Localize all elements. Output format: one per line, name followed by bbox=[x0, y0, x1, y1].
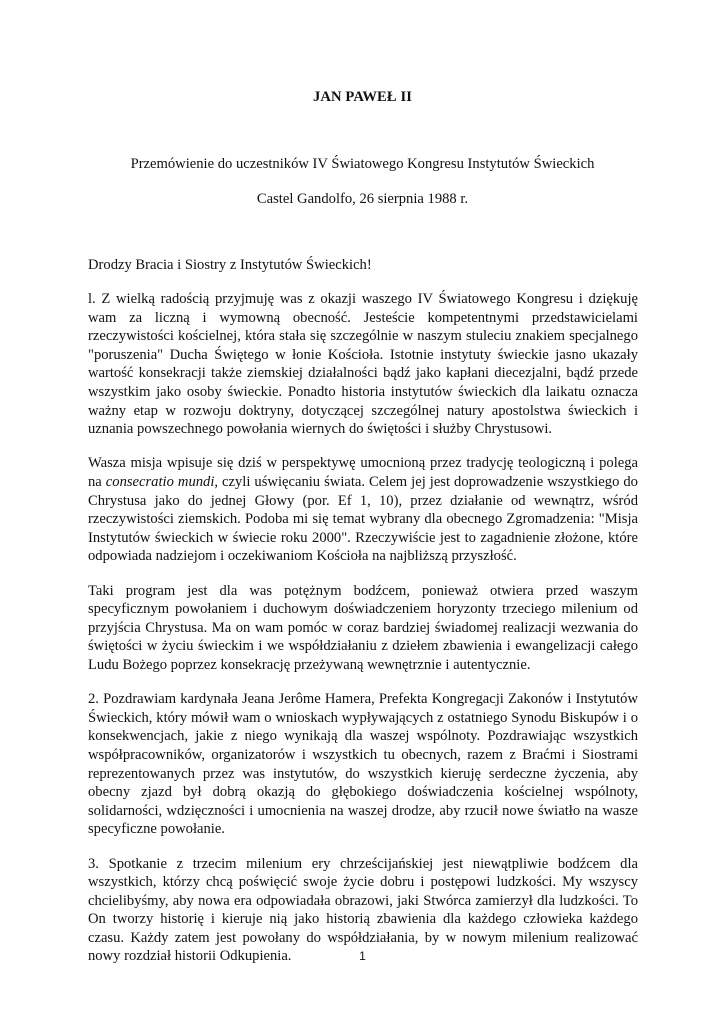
paragraph-5: 3. Spotkanie z trzecim milenium ery chrześcijańskiej jest niewątpliwie bodźcem dla wszystkich, którzy chcą poświęcić swoje życie dobru i postępowi ludzkości. My wszyscy chcielibyśmy, aby nowa era odpowiadała obrazowi, jaki Stwórca zamierzył dla ludzkości. To On tworzy historię i kieruje nią jako historią zbawienia dla każdego człowieka każdego czasu. Każdy zatem jest powołany do współdziałania, by w nowym milenium realizować nowy rozdział historii Odkupienia. bbox=[88, 855, 638, 965]
document-title: JAN PAWEŁ II bbox=[312, 89, 413, 105]
paragraph-3: Taki program jest dla was potężnym bodźcem, ponieważ otwiera przed waszym specyficznym powołaniem i duchowym doświadczeniem horyzonty trzeciego milenium od przyjścia Chrystusa. Ma on wam pomóc w coraz bardziej świadomej realizacji wezwania do świętości w życiu świeckim i we współdziałaniu z dziełem zbawienia i ewangelizacji całego Ludu Bożego poprzez konsekrację przeżywaną wewnętrznie i autentycznie. bbox=[88, 582, 638, 673]
paragraph-2-before: Wasza misja wpisuje się dziś w perspektywę umocnioną przez tradycję teologiczną i polega na bbox=[88, 455, 638, 491]
paragraph-2-after: , czyli uświęcaniu świata. Celem jej jest doprowadzenie wszystkiego do Chrystusa jako do jednej Głowy (por. Ef 1, 10), przez działanie od wewnątrz, wśród rzeczywistości ziemskich. Podoba mi się temat wybrany dla obecnego Zgromadzenia: "Misja Instytutów świeckich w świecie roku 2000". Rzeczywiście jest to zagadnienie złożone, które odpowiada nadziejom i oczekiwaniom Kościoła na najbliższą przyszłość. bbox=[88, 474, 638, 565]
page-number: 1 bbox=[359, 949, 366, 963]
paragraph-2 bbox=[88, 454, 638, 566]
paragraph-1: l. Z wielką radością przyjmuję was z okazji waszego IV Światowego Kongresu i dziękuję wam za liczną i wymowną obecność. Jesteście kompetentnymi przedstawicielami rzeczywistości kościelnej, która stała się szczególnie w naszym stuleciu znakiem specjalnego "poruszenia" Ducha Świętego w łonie Kościoła. Istotnie instytuty świeckie jasno ukazały wartość konsekracji także ziemskiej działalności bądź jako kapłani diecezjalni, bądź przede wszystkim jako osoby świeckie. Ponadto historia instytutów świeckich dla laikatu oznacza ważny etap w rozwoju doktryny, dotyczącej szczególnej natury apostolstwa świeckich i uznania powszechnego powołania wiernych do świętości i służby Chrystusowi. bbox=[88, 291, 638, 438]
paragraph-2-emphasis: consecratio mundi bbox=[105, 474, 215, 491]
document-subtitle: Przemówienie do uczestników IV Światowego Kongresu Instytutów Świeckich bbox=[130, 156, 595, 172]
paragraph-4: 2. Pozdrawiam kardynała Jeana Jerôme Hamera, Prefekta Kongregacji Zakonów i Instytutów Świeckich, który mówił wam o wnioskach wypływających z ostatniego Synodu Biskupów i o konsekwencjach, jakie z niego wynikają dla waszej wspólnoty. Pozdrawiając wszystkich współpracowników, organizatorów i wszystkich tu obecnych, razem z Braćmi i Siostrami reprezentowanych przez was instytutów, do wszystkich kieruję serdeczne życzenia, aby obecny zjazd był dobrą okazją do głębokiego doświadczenia kościelnej wspólnoty, solidarności, wdzięczności i umocnienia na waszej drodze, aby rzucił nowe światło na wasze specyficzne powołanie. bbox=[88, 691, 638, 838]
document-body bbox=[88, 256, 638, 982]
greeting: Drodzy Bracia i Siostry z Instytutów Świeckich! bbox=[88, 257, 372, 273]
place-and-date: Castel Gandolfo, 26 sierpnia 1988 r. bbox=[256, 191, 469, 207]
